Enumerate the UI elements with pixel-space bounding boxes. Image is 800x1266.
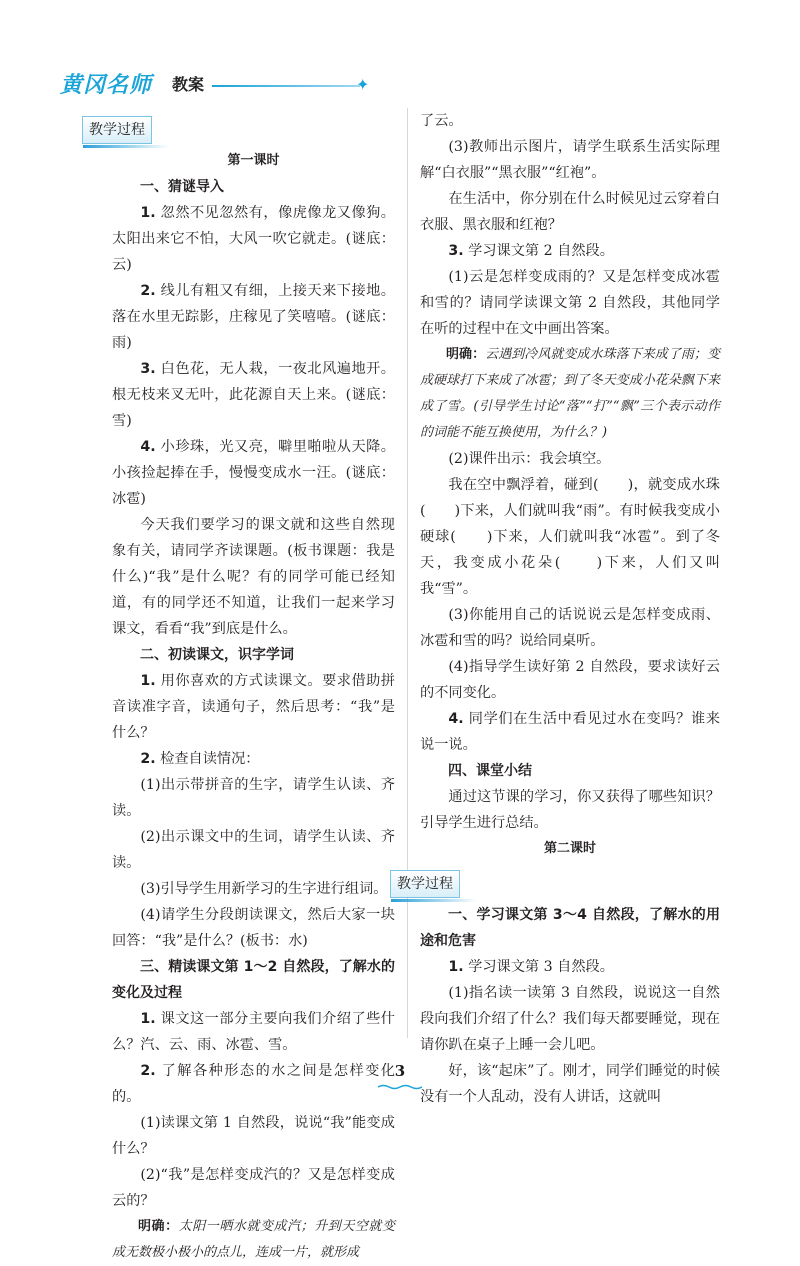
summary-paragraph: 通过这节课的学习，你又获得了哪些知识？引导学生进行总结。 <box>420 789 720 831</box>
step-item: 2. 了解各种形态的水之间是怎样变化的。 <box>112 1063 395 1105</box>
section-heading: 一、猜谜导入 <box>140 179 224 195</box>
step-item: 1. 课文这一部分主要向我们介绍了些什么？汽、云、雨、冰雹、雪。 <box>112 1011 395 1053</box>
section-badge: 教学过程 <box>82 116 152 144</box>
riddle-4: 4. 小珍珠，光又亮，噼里啪啦从天降。小孩捡起捧在手，慢慢变成水一汪。(谜底：冰雹) <box>112 439 395 507</box>
step-item: 3. 学习课文第 2 自然段。 <box>448 243 614 259</box>
section-heading: 二、初读课文，识字学词 <box>140 647 294 663</box>
section-badge: 教学过程 <box>390 870 460 898</box>
sub-step: (3)引导学生用新学习的生字进行组词。 <box>140 881 388 897</box>
sub-step: (2)出示课文中的生词，请学生认读、齐读。 <box>112 829 395 871</box>
question: 在生活中，你分别在什么时候见过云穿着白衣服、黑衣服和红袍？ <box>420 191 720 233</box>
section-heading: 一、学习课文第 3～4 自然段，了解水的用途和危害 <box>420 907 720 949</box>
brand-subtitle: 教案 <box>172 75 205 94</box>
sub-step: (1)云是怎样变成雨的？又是怎样变成冰雹和雪的？请同学读课文第 2 自然段，其他同学在听的过程中在文中画出答案。 <box>420 269 720 337</box>
lesson-title: 第二课时 <box>543 841 596 856</box>
answer-note: 明确：云遇到冷风就变成水珠落下来成了雨；变成硬球打下来成了冰雹；到了冬天变成小花朵飘下来成了雪。(引导学生讨论“落”“打”“飘”三个表示动作的词能不能互换使用，为什么？) <box>420 347 720 440</box>
sparkle-icon: ✦ <box>356 75 370 94</box>
sub-step: (2)课件出示：我会填空。 <box>448 451 611 467</box>
sub-step: (4)请学生分段朗读课文，然后大家一块回答：“我”是什么？(板书：水) <box>112 907 395 949</box>
intro-paragraph: 今天我们要学习的课文就和这些自然现象有关，请同学齐读课题。(板书课题：我是什么)“我”是什么呢？有的同学可能已经知道，有的同学还不知道，让我们一起来学习课文，看看“我”到底是什么。 <box>112 517 395 637</box>
wave-ornament-icon <box>378 1084 422 1090</box>
right-column <box>397 108 720 1110</box>
brand-logo: 黄冈名师 <box>60 73 153 98</box>
section-heading: 四、课堂小结 <box>448 763 532 779</box>
step-item: 1. 学习课文第 3 自然段。 <box>448 959 614 975</box>
left-column <box>89 108 395 1266</box>
step-item: 4. 同学们在生活中看见过水在变吗？谁来说一说。 <box>420 711 720 753</box>
fill-in-exercise: 我在空中飘浮着，碰到( )，就变成水珠( )下来，人们就叫我“雨”。有时候我变成小硬球( )下来，人们就叫我“冰雹”。到了冬天，我变成小花朵( )下来，人们又叫我“雪”。 <box>420 477 720 597</box>
sub-step: (1)读课文第 1 自然段，说说“我”能变成什么？ <box>112 1115 395 1157</box>
sub-step: (1)指名读一读第 3 自然段，说说这一自然段向我们介绍了什么？我们每天都要睡觉，现在请你趴在桌子上睡一会儿吧。 <box>420 985 720 1053</box>
header-rule <box>212 85 360 87</box>
riddle-2: 2. 线儿有粗又有细，上接天来下接地。落在水里无踪影，庄稼见了笑嘻嘻。(谜底：雨) <box>112 283 395 351</box>
body-paragraph: 好，该“起床”了。刚才，同学们睡觉的时候没有一个人乱动，没有人讲话，这就叫 <box>420 1063 720 1105</box>
step-item: 2. 检查自读情况： <box>140 751 260 767</box>
answer-note: 明确：太阳一晒水就变成汽；升到天空就变成无数极小极小的点儿，连成一片，就形成 <box>112 1219 395 1260</box>
lesson-title: 第一课时 <box>227 153 280 168</box>
page-number: 3 <box>394 1062 406 1080</box>
sub-step: (2)“我”是怎样变成汽的？又是怎样变成云的？ <box>112 1167 395 1209</box>
sub-step: (3)教师出示图片，请学生联系生活实际理解“白衣服”“黑衣服”“红袍”。 <box>420 139 720 181</box>
section-heading: 三、精读课文第 1～2 自然段，了解水的变化及过程 <box>112 959 395 1001</box>
sub-step: (1)出示带拼音的生字，请学生认读、齐读。 <box>112 777 395 819</box>
riddle-1: 1. 忽然不见忽然有，像虎像龙又像狗。太阳出来它不怕，大风一吹它就走。(谜底：云) <box>112 205 395 273</box>
riddle-3: 3. 白色花，无人栽，一夜北风遍地开。根无枝来叉无叶，此花源自天上来。(谜底：雪) <box>112 361 395 429</box>
page-header <box>60 68 370 98</box>
sub-step: (4)指导学生读好第 2 自然段，要求读好云的不同变化。 <box>420 659 720 701</box>
step-item: 1. 用你喜欢的方式读课文。要求借助拼音读准字音，读通句子，然后思考：“我”是什么？ <box>112 673 395 741</box>
sub-step: (3)你能用自己的话说说云是怎样变成雨、冰雹和雪的吗？说给同桌听。 <box>420 607 720 649</box>
continued-text: 了云。 <box>420 113 463 129</box>
